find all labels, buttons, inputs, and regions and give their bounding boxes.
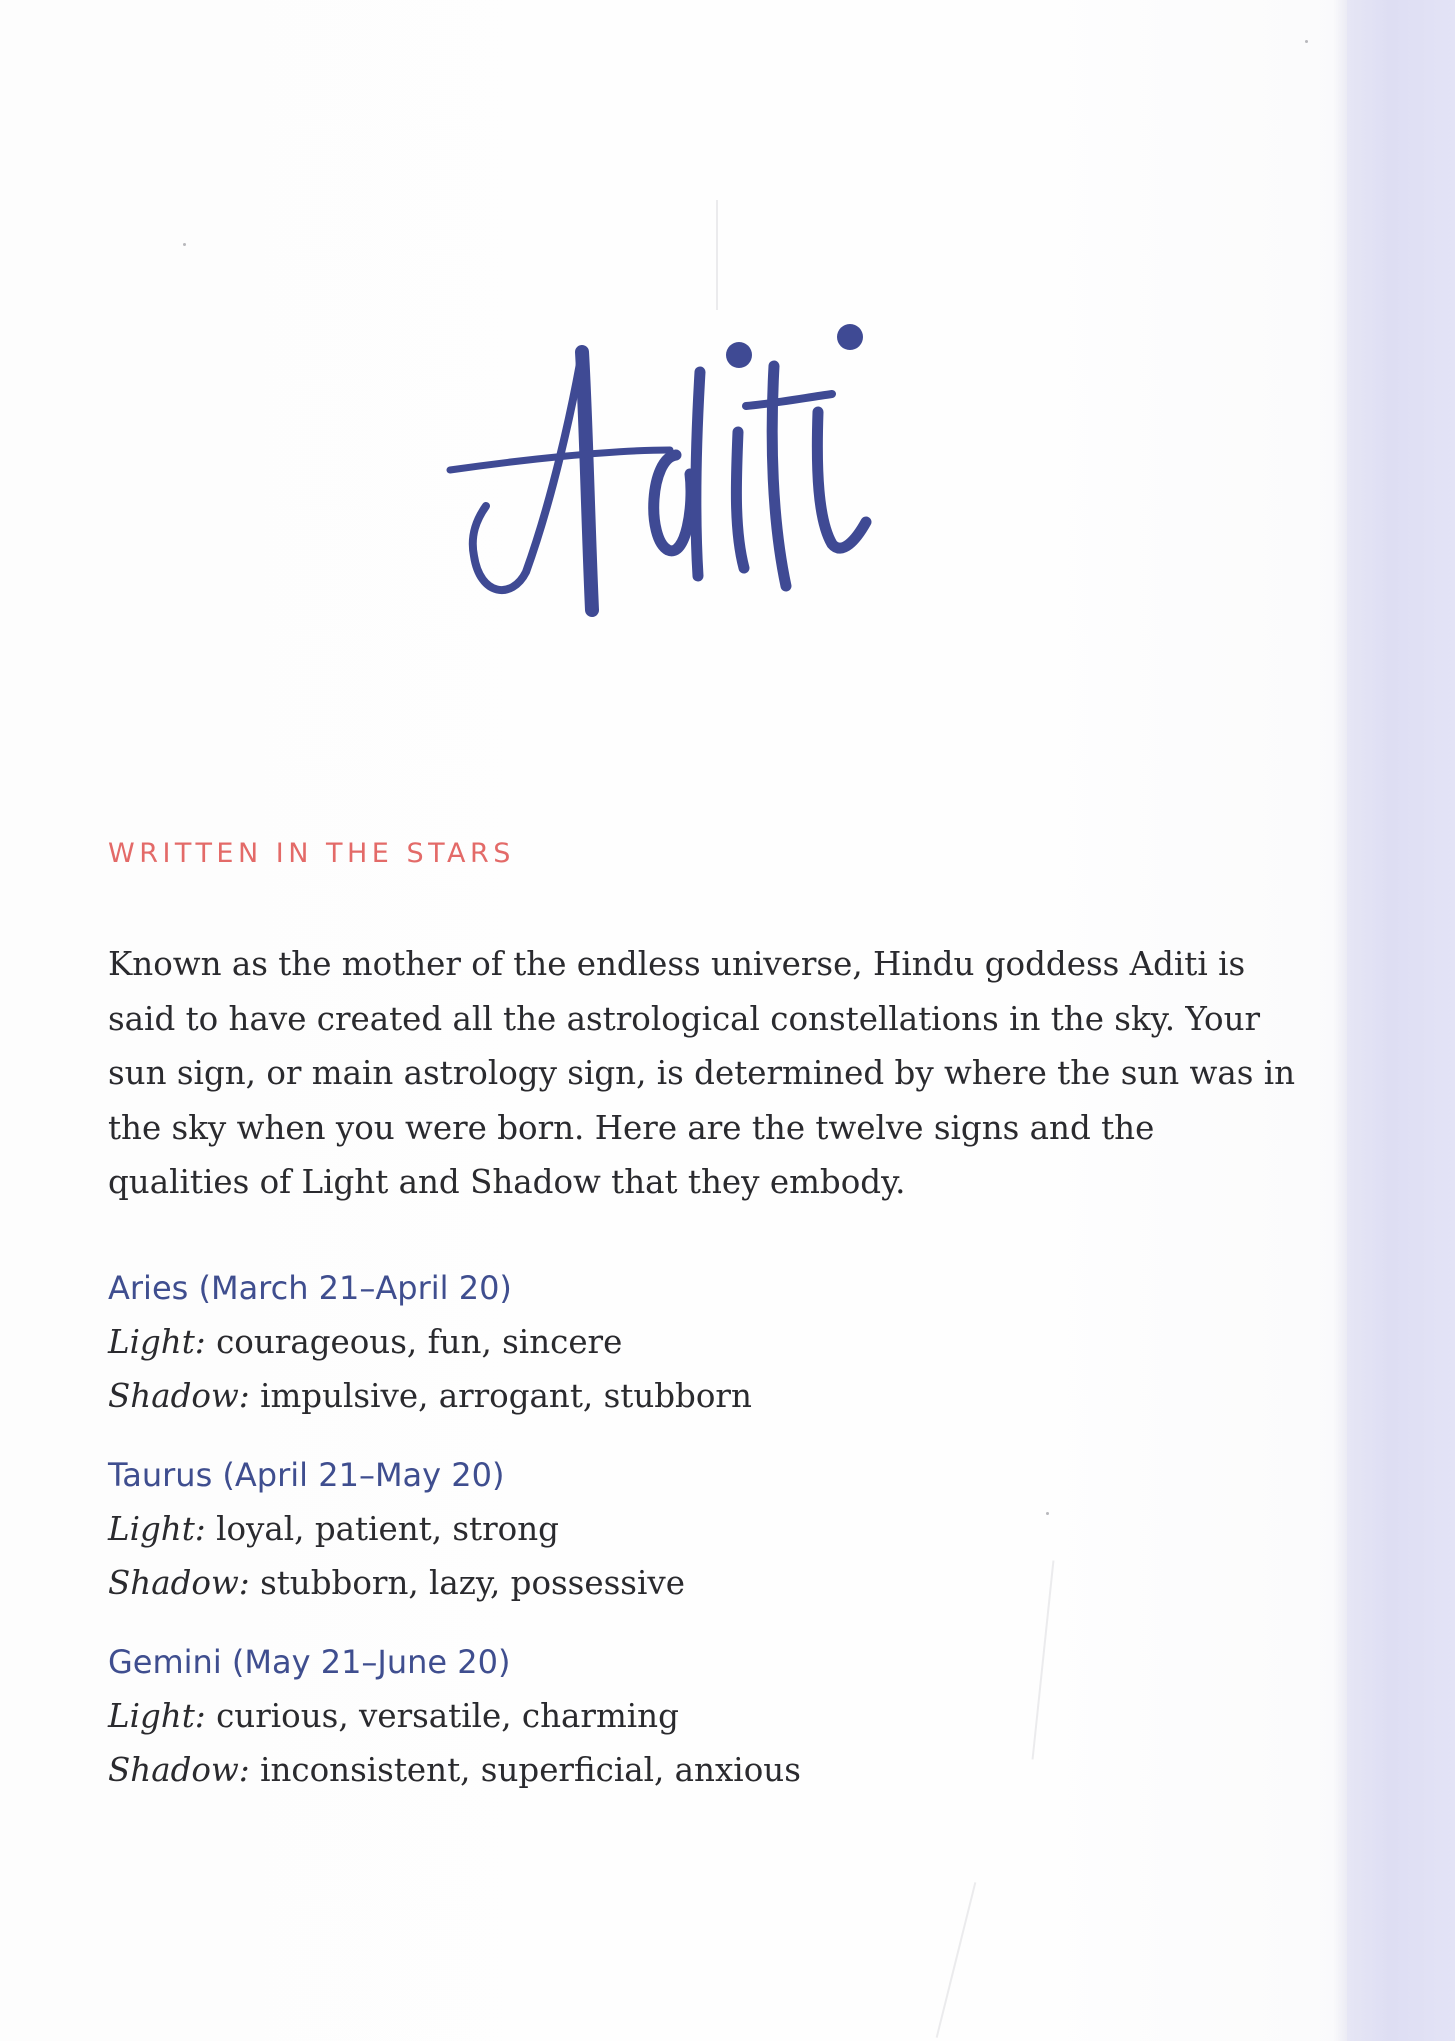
zodiac-sign-list (108, 1262, 1108, 1823)
sign-heading: Taurus (April 21–May 20) (108, 1456, 505, 1494)
paper-crease (716, 200, 718, 310)
shadow-qualities: inconsistent, superficial, anxious (260, 1751, 801, 1789)
paper-speck (1305, 40, 1308, 43)
sign-heading: Gemini (May 21–June 20) (108, 1643, 511, 1681)
light-qualities: loyal, patient, strong (216, 1510, 559, 1548)
shadow-label: Shadow: (108, 1564, 250, 1602)
section-label: WRITTEN IN THE STARS (108, 838, 515, 869)
shadow-label: Shadow: (108, 1377, 250, 1415)
light-qualities: curious, versatile, charming (216, 1697, 679, 1735)
shadow-qualities: impulsive, arrogant, stubborn (260, 1377, 752, 1415)
sign-light-line (108, 1315, 1108, 1369)
light-label: Light: (108, 1510, 206, 1548)
shadow-qualities: stubborn, lazy, possessive (260, 1564, 685, 1602)
sign-entry-aries (108, 1262, 1108, 1423)
sign-shadow-line (108, 1556, 1108, 1610)
sign-shadow-line (108, 1369, 1108, 1423)
sign-entry-taurus (108, 1449, 1108, 1610)
paper-speck (183, 243, 186, 246)
aditi-lettering (440, 300, 910, 630)
sign-light-line (108, 1689, 1108, 1743)
sign-shadow-line (108, 1743, 1108, 1797)
light-label: Light: (108, 1323, 206, 1361)
intro-paragraph: Known as the mother of the endless universe, Hindu goddess Aditi is said to have created all the astrological constellations in the sky. Your sun sign, or main astrology sign, is determined by where the sun was in the sky when you were born. Here are the twelve signs and the qualities of Light and Shadow that they embody. (108, 945, 1296, 1201)
page-edge (1347, 0, 1455, 2041)
page-edge-shadow (1333, 0, 1347, 2041)
sign-light-line (108, 1502, 1108, 1556)
light-label: Light: (108, 1697, 206, 1735)
sign-entry-gemini (108, 1636, 1108, 1797)
page-title (440, 300, 910, 630)
sign-heading: Aries (March 21–April 20) (108, 1269, 512, 1307)
paper-crease (936, 1882, 977, 2038)
shadow-label: Shadow: (108, 1751, 250, 1789)
light-qualities: courageous, fun, sincere (216, 1323, 623, 1361)
